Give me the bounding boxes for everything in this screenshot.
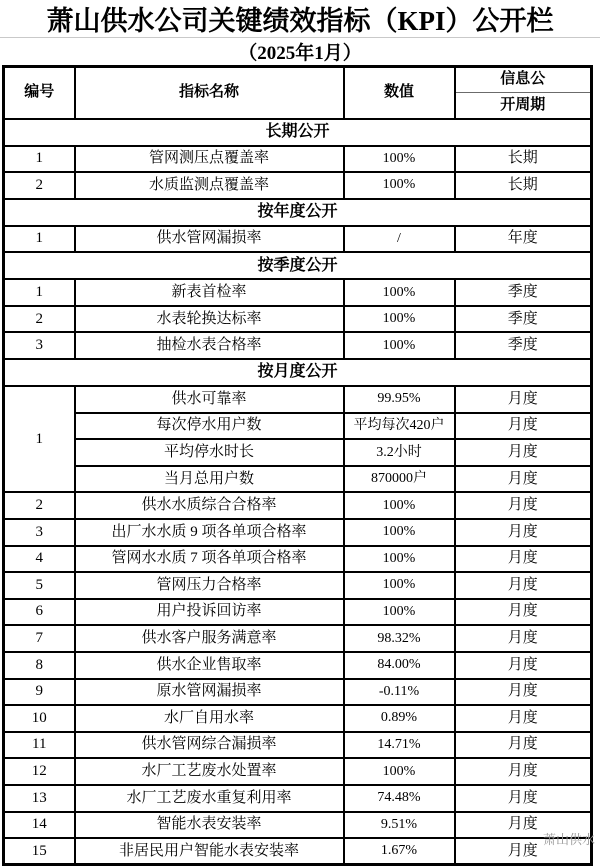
indicator-name-cell: 水厂工艺废水重复利用率	[75, 785, 344, 812]
row-number-cell: 1	[4, 146, 75, 173]
table-row	[4, 386, 592, 413]
indicator-name-cell: 原水管网漏损率	[75, 679, 344, 706]
indicator-name-cell: 智能水表安装率	[75, 812, 344, 839]
table-row	[4, 812, 592, 839]
indicator-name-cell: 每次停水用户数	[75, 413, 344, 440]
indicator-name-cell: 用户投诉回访率	[75, 599, 344, 626]
row-number-cell: 8	[4, 652, 75, 679]
period-cell: 月度	[455, 705, 592, 732]
table-row	[4, 732, 592, 759]
period-cell: 月度	[455, 439, 592, 466]
value-cell: 9.51%	[344, 812, 455, 839]
indicator-name-cell: 平均停水时长	[75, 439, 344, 466]
period-cell: 月度	[455, 758, 592, 785]
row-number-cell: 11	[4, 732, 75, 759]
value-cell: 100%	[344, 599, 455, 626]
indicator-name-cell: 供水客户服务满意率	[75, 625, 344, 652]
value-cell: 100%	[344, 306, 455, 333]
table-row	[4, 466, 592, 493]
value-cell: 3.2小时	[344, 439, 455, 466]
indicator-name-cell: 供水管网综合漏损率	[75, 732, 344, 759]
col-header-no: 编号	[4, 67, 75, 119]
table-row	[4, 838, 592, 865]
indicator-name-cell: 水表轮换达标率	[75, 306, 344, 333]
value-cell: 100%	[344, 572, 455, 599]
period-cell: 月度	[455, 625, 592, 652]
indicator-name-cell: 管网测压点覆盖率	[75, 146, 344, 173]
table-row	[4, 332, 592, 359]
value-cell: 100%	[344, 546, 455, 573]
period-cell: 月度	[455, 599, 592, 626]
section-row	[4, 199, 592, 226]
table-row	[4, 652, 592, 679]
value-cell: -0.11%	[344, 679, 455, 706]
table-row	[4, 519, 592, 546]
value-cell: 100%	[344, 172, 455, 199]
table-row	[4, 439, 592, 466]
col-header-name: 指标名称	[75, 67, 344, 119]
kpi-table	[2, 65, 596, 866]
indicator-name-cell: 当月总用户数	[75, 466, 344, 493]
period-cell: 月度	[455, 466, 592, 493]
table-row	[4, 146, 592, 173]
value-cell: 14.71%	[344, 732, 455, 759]
indicator-name-cell: 出厂水水质 9 项各单项合格率	[75, 519, 344, 546]
table-row	[4, 172, 592, 199]
page-title: 萧山供水公司关键绩效指标（KPI）公开栏	[0, 0, 600, 38]
watermark: 萧山供水	[543, 832, 596, 847]
indicator-name-cell: 供水水质综合合格率	[75, 492, 344, 519]
row-number-cell: 1	[4, 226, 75, 253]
table-row	[4, 679, 592, 706]
period-cell: 季度	[455, 306, 592, 333]
period-cell: 月度	[455, 413, 592, 440]
col-header-period	[455, 67, 592, 119]
period-cell: 月度	[455, 492, 592, 519]
value-cell: 100%	[344, 146, 455, 173]
period-cell: 月度	[455, 732, 592, 759]
period-cell: 月度	[455, 652, 592, 679]
period-cell: 月度	[455, 679, 592, 706]
value-cell: 74.48%	[344, 785, 455, 812]
row-number-cell: 12	[4, 758, 75, 785]
indicator-name-cell: 供水企业售取率	[75, 652, 344, 679]
value-cell: 100%	[344, 519, 455, 546]
section-label: 长期公开	[4, 119, 592, 146]
value-cell: 100%	[344, 332, 455, 359]
col-header-period-line1: 信息公	[456, 68, 591, 93]
table-row	[4, 492, 592, 519]
value-cell: 0.89%	[344, 705, 455, 732]
indicator-name-cell: 新表首检率	[75, 279, 344, 306]
indicator-name-cell: 水质监测点覆盖率	[75, 172, 344, 199]
row-number-cell: 1	[4, 279, 75, 306]
value-cell: 平均每次420户	[344, 413, 455, 440]
row-number-cell: 6	[4, 599, 75, 626]
indicator-name-cell: 水厂自用水率	[75, 705, 344, 732]
period-cell: 月度	[455, 519, 592, 546]
row-number-cell: 13	[4, 785, 75, 812]
table-row	[4, 705, 592, 732]
indicator-name-cell: 非居民用户智能水表安装率	[75, 838, 344, 865]
page-subtitle: （2025年1月）	[238, 43, 362, 64]
row-number-cell: 2	[4, 492, 75, 519]
table-row	[4, 572, 592, 599]
row-number-cell: 2	[4, 172, 75, 199]
indicator-name-cell: 抽检水表合格率	[75, 332, 344, 359]
row-number-cell: 2	[4, 306, 75, 333]
value-cell: 98.32%	[344, 625, 455, 652]
table-row	[4, 546, 592, 573]
row-number-cell: 1	[4, 386, 75, 492]
table-row	[4, 306, 592, 333]
row-number-cell: 10	[4, 705, 75, 732]
row-number-cell: 3	[4, 332, 75, 359]
row-number-cell: 5	[4, 572, 75, 599]
table-row	[4, 413, 592, 440]
period-cell: 季度	[455, 279, 592, 306]
table-row	[4, 758, 592, 785]
row-number-cell: 4	[4, 546, 75, 573]
row-number-cell: 3	[4, 519, 75, 546]
period-cell: 月度	[455, 785, 592, 812]
indicator-name-cell: 水厂工艺废水处置率	[75, 758, 344, 785]
section-row	[4, 359, 592, 386]
value-cell: 100%	[344, 758, 455, 785]
period-cell: 月度	[455, 546, 592, 573]
col-header-period-line2: 开周期	[500, 97, 546, 114]
value-cell: 870000户	[344, 466, 455, 493]
row-number-cell: 7	[4, 625, 75, 652]
section-row	[4, 119, 592, 146]
section-row	[4, 252, 592, 279]
table-row	[4, 279, 592, 306]
value-cell: 100%	[344, 279, 455, 306]
period-cell: 月度	[455, 812, 592, 839]
row-number-cell: 14	[4, 812, 75, 839]
table-header-row	[4, 67, 592, 119]
indicator-name-cell: 管网压力合格率	[75, 572, 344, 599]
period-cell: 年度	[455, 226, 592, 253]
table-row	[4, 599, 592, 626]
indicator-name-cell: 供水可靠率	[75, 386, 344, 413]
value-cell: 99.95%	[344, 386, 455, 413]
period-cell: 季度	[455, 332, 592, 359]
value-cell: 100%	[344, 492, 455, 519]
table-row	[4, 785, 592, 812]
section-label: 按月度公开	[4, 359, 592, 386]
period-cell: 月度	[455, 386, 592, 413]
period-cell: 月度	[455, 572, 592, 599]
value-cell: 84.00%	[344, 652, 455, 679]
indicator-name-cell: 供水管网漏损率	[75, 226, 344, 253]
table-row	[4, 625, 592, 652]
period-cell: 长期	[455, 172, 592, 199]
row-number-cell: 9	[4, 679, 75, 706]
period-cell: 长期	[455, 146, 592, 173]
value-cell: 1.67%	[344, 838, 455, 865]
col-header-value: 数值	[344, 67, 455, 119]
section-label: 按年度公开	[4, 199, 592, 226]
section-label: 按季度公开	[4, 252, 592, 279]
period-cell: 月度	[455, 838, 592, 865]
value-cell: /	[344, 226, 455, 253]
indicator-name-cell: 管网水水质 7 项各单项合格率	[75, 546, 344, 573]
table-row	[4, 226, 592, 253]
row-number-cell: 15	[4, 838, 75, 865]
